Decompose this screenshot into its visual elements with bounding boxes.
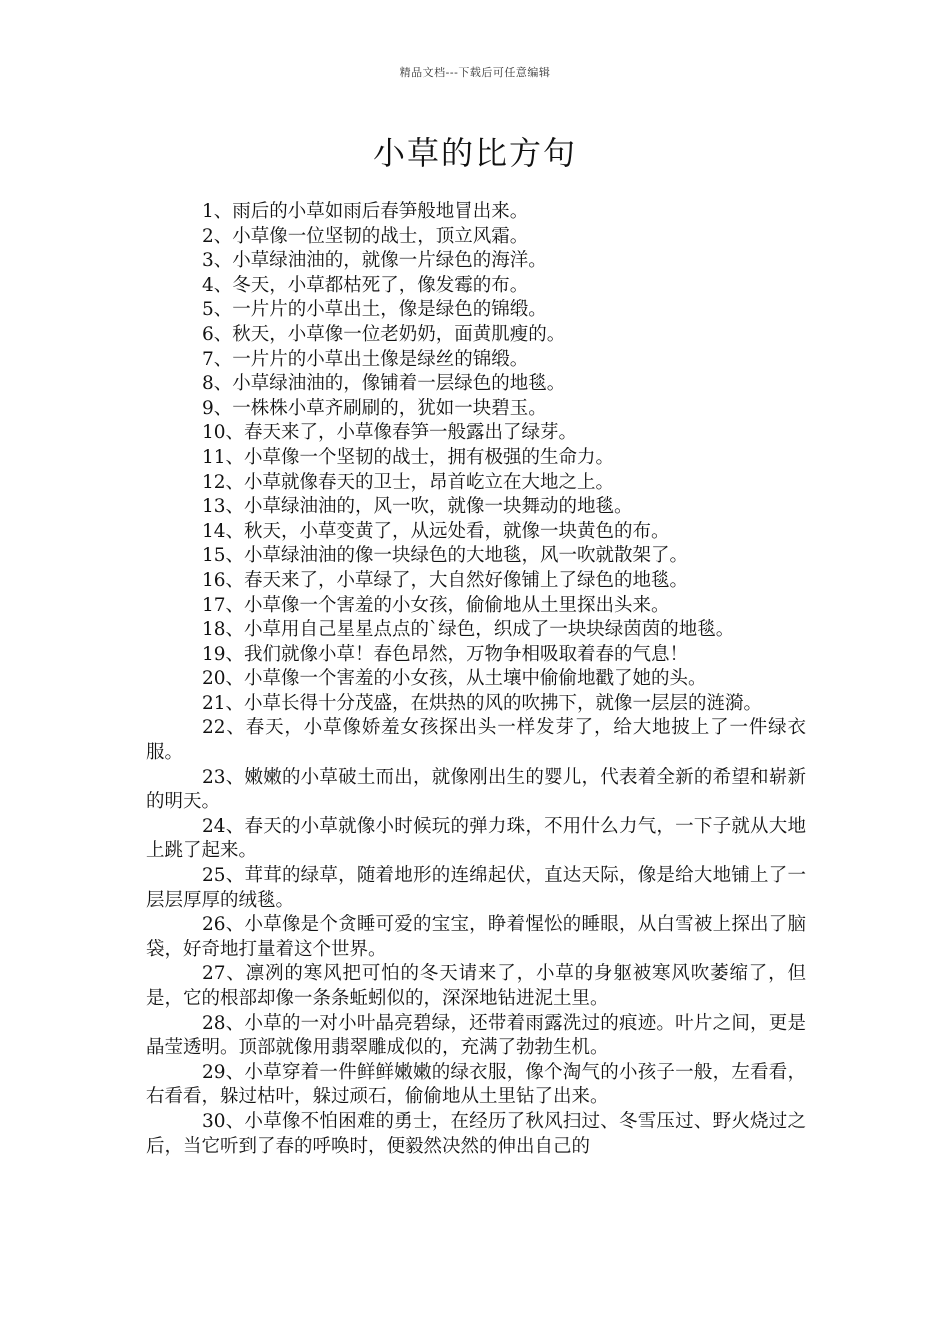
list-item: 16、春天来了，小草绿了，大自然好像铺上了绿色的地毯。 xyxy=(202,569,689,591)
list-item: 17、小草像一个害羞的小女孩，偷偷地从土里探出头来。 xyxy=(202,594,670,616)
list-item: 2、小草像一位坚韧的战士，顶立风霜。 xyxy=(202,225,529,247)
list-item: 1、雨后的小草如雨后春笋般地冒出来。 xyxy=(202,201,529,222)
list-item: 8、小草绿油油的，像铺着一层绿色的地毯。 xyxy=(202,373,566,395)
list-item: 29、小草穿着一件鲜鲜嫩嫩的绿衣服，像个淘气的小孩子一般，左看看，右看看，躲过枯叶，躲过顽石，偷偷地从土里钻了出来。 xyxy=(146,1061,806,1108)
list-item: 25、茸茸的绿草，随着地形的连绵起伏，直达天际，像是给大地铺上了一层层厚厚的绒毯。 xyxy=(146,865,806,911)
list-item: 13、小草绿油油的，风一吹，就像一块舞动的地毯。 xyxy=(202,496,633,518)
list-item: 27、凛冽的寒风把可怕的冬天请来了，小草的身躯被寒风吹萎缩了，但是，它的根部却像一条条蚯蚓似的，深深地钻进泥土里。 xyxy=(146,963,806,1009)
list-item: 28、小草的一对小叶晶亮碧绿，还带着雨露洗过的痕迹。叶片之间，更是晶莹透明。顶部就像用翡翠雕成似的，充满了勃勃生机。 xyxy=(146,1012,806,1059)
list-item: 6、秋天，小草像一位老奶奶，面黄肌瘦的。 xyxy=(202,323,566,345)
list-item: 22、春天，小草像娇羞女孩探出头一样发芽了，给大地披上了一件绿衣服。 xyxy=(146,717,806,764)
document-body xyxy=(146,200,806,1159)
list-item: 12、小草就像春天的卫士，昂首屹立在大地之上。 xyxy=(202,471,615,493)
list-item: 19、我们就像小草！春色昂然，万物争相吸取着春的气息！ xyxy=(202,643,689,665)
list-item: 14、秋天，小草变黄了，从远处看，就像一块黄色的布。 xyxy=(202,520,670,542)
list-item: 11、小草像一个坚韧的战士，拥有极强的生命力。 xyxy=(202,446,615,468)
list-item: 26、小草像是个贪睡可爱的宝宝，睁着惺忪的睡眼，从白雪被上探出了脑袋，好奇地打量着这个世界。 xyxy=(146,914,806,960)
page-header: 精品文档---下载后可任意编辑 xyxy=(399,66,551,79)
document-title: 小草的比方句 xyxy=(372,134,577,172)
list-item: 21、小草长得十分茂盛，在烘热的风的吹拂下，就像一层层的涟漪。 xyxy=(202,692,763,714)
list-item: 3、小草绿油油的，就像一片绿色的海洋。 xyxy=(202,250,547,272)
list-item: 18、小草用自己星星点点的`绿色，织成了一块块绿茵茵的地毯。 xyxy=(202,619,735,641)
list-item: 24、春天的小草就像小时候玩的弹力珠，不用什么力气，一下子就从大地上跳了起来。 xyxy=(146,815,806,862)
list-item: 23、嫩嫩的小草破土而出，就像刚出生的婴儿，代表着全新的希望和崭新的明天。 xyxy=(146,766,806,813)
list-item: 5、一片片的小草出土，像是绿色的锦缎。 xyxy=(202,299,547,321)
list-item: 4、冬天，小草都枯死了，像发霉的布。 xyxy=(202,274,529,296)
list-item: 15、小草绿油油的像一块绿色的大地毯，风一吹就散架了。 xyxy=(202,545,689,567)
list-item: 7、一片片的小草出土像是绿丝的锦缎。 xyxy=(202,348,529,370)
list-item: 10、春天来了，小草像春笋一般露出了绿芽。 xyxy=(202,422,578,444)
list-item: 30、小草像不怕困难的勇士，在经历了秋风扫过、冬雪压过、野火烧过之后，当它听到了春的呼唤时，便毅然决然的伸出自己的 xyxy=(146,1110,806,1157)
list-item: 9、一株株小草齐刷刷的，犹如一块碧玉。 xyxy=(202,397,547,419)
list-item: 20、小草像一个害羞的小女孩，从土壤中偷偷地戳了她的头。 xyxy=(202,668,707,690)
